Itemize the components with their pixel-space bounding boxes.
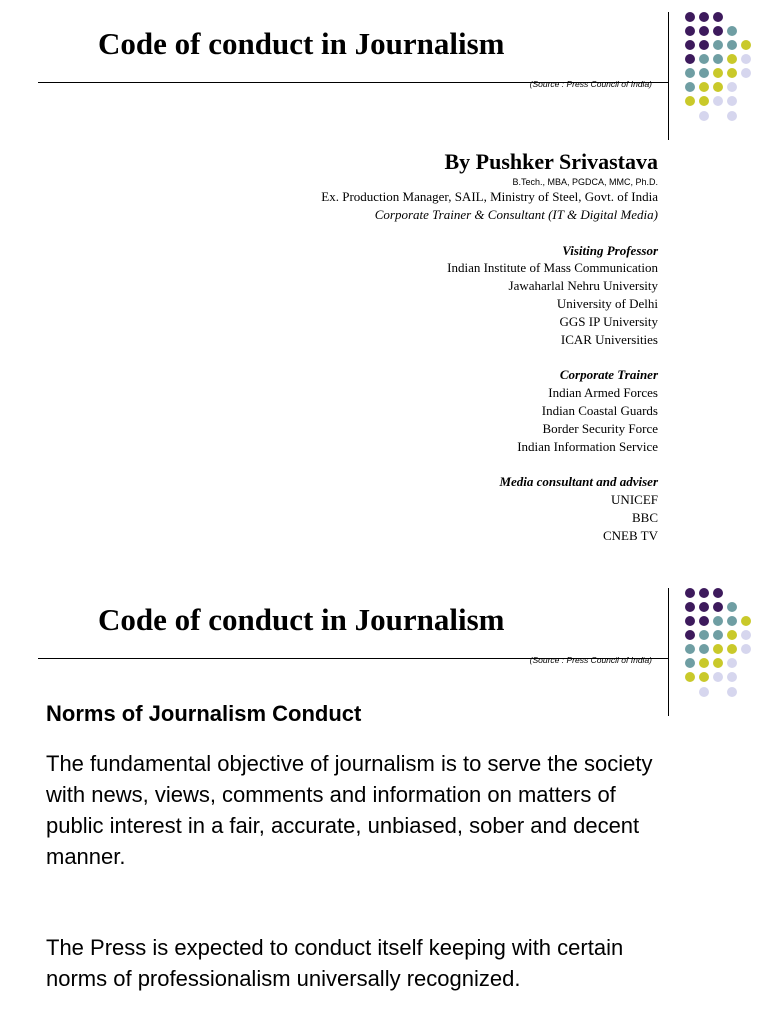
decorative-dot bbox=[713, 616, 723, 626]
author-name: By Pushker Srivastava bbox=[444, 149, 658, 174]
decorative-dot bbox=[727, 82, 737, 92]
decorative-dot bbox=[713, 658, 723, 668]
slide-title: Code of conduct in Journalism bbox=[98, 602, 505, 637]
decorative-dot bbox=[713, 54, 723, 64]
visiting-item: University of Delhi bbox=[556, 295, 658, 311]
corporate-item: Indian Armed Forces bbox=[548, 385, 658, 401]
decorative-dot bbox=[685, 54, 695, 64]
decorative-dot bbox=[699, 630, 709, 640]
author-block bbox=[321, 148, 658, 545]
author-degrees: B.Tech., MBA, PGDCA, MMC, Ph.D. bbox=[512, 177, 658, 187]
decorative-dot bbox=[713, 672, 723, 682]
decorative-dot bbox=[741, 68, 751, 78]
decorative-dot bbox=[685, 96, 695, 106]
decorative-dot bbox=[699, 40, 709, 50]
decorative-dot bbox=[713, 12, 723, 22]
decorative-dot bbox=[685, 658, 695, 668]
visiting-heading: Visiting Professor bbox=[562, 242, 658, 258]
decorative-dot bbox=[727, 26, 737, 36]
decorative-dot bbox=[727, 40, 737, 50]
decorative-dot bbox=[741, 40, 751, 50]
decorative-dot bbox=[685, 82, 695, 92]
visiting-item: Jawaharlal Nehru University bbox=[508, 278, 658, 294]
author-role-2: Corporate Trainer & Consultant (IT & Digital Media) bbox=[374, 206, 658, 222]
decorative-dot bbox=[713, 68, 723, 78]
decorative-dot bbox=[713, 630, 723, 640]
source-note: (Source : Press Council of India) bbox=[529, 655, 652, 665]
media-heading: Media consultant and adviser bbox=[499, 474, 658, 490]
decorative-dot bbox=[741, 644, 751, 654]
decorative-dot bbox=[699, 658, 709, 668]
decorative-dot bbox=[699, 54, 709, 64]
decorative-dot bbox=[685, 602, 695, 612]
decorative-dot bbox=[685, 644, 695, 654]
visiting-item: Indian Institute of Mass Communication bbox=[447, 260, 658, 276]
decorative-dot bbox=[727, 54, 737, 64]
decorative-dot bbox=[727, 616, 737, 626]
norms-paragraph-1: The fundamental objective of journalism is to serve the society with news, views, comments and information on matters of public interest in a fair, accurate, unbiased, sober and decent manner. bbox=[46, 751, 653, 869]
corporate-item: Border Security Force bbox=[542, 420, 658, 436]
visiting-item: GGS IP University bbox=[559, 313, 658, 329]
decorative-dot bbox=[685, 616, 695, 626]
decorative-dot bbox=[699, 602, 709, 612]
decorative-dot bbox=[727, 630, 737, 640]
decorative-dot bbox=[727, 644, 737, 654]
decorative-dot bbox=[713, 82, 723, 92]
decorative-dot bbox=[699, 82, 709, 92]
decorative-dot bbox=[685, 68, 695, 78]
norms-section bbox=[46, 700, 666, 994]
norms-heading: Norms of Journalism Conduct bbox=[46, 701, 362, 726]
decorative-dot bbox=[713, 602, 723, 612]
media-item: CNEB TV bbox=[602, 527, 658, 543]
slide-title: Code of conduct in Journalism bbox=[98, 26, 505, 61]
decorative-dot bbox=[713, 96, 723, 106]
decorative-dot bbox=[699, 96, 709, 106]
decorative-dot bbox=[685, 40, 695, 50]
corporate-item: Indian Information Service bbox=[517, 438, 658, 454]
decorative-dot bbox=[699, 687, 709, 697]
decorative-dot bbox=[713, 40, 723, 50]
decorative-dot bbox=[727, 672, 737, 682]
decorative-dot bbox=[713, 588, 723, 598]
decorative-dot bbox=[699, 588, 709, 598]
decorative-dot bbox=[699, 644, 709, 654]
decorative-dot bbox=[699, 672, 709, 682]
visiting-item: ICAR Universities bbox=[560, 331, 658, 347]
decorative-dot-grid bbox=[0, 0, 768, 140]
source-note: (Source : Press Council of India) bbox=[529, 79, 652, 89]
decorative-dot bbox=[699, 616, 709, 626]
decorative-dot bbox=[685, 588, 695, 598]
decorative-dot bbox=[727, 658, 737, 668]
decorative-dot bbox=[713, 26, 723, 36]
decorative-dot bbox=[699, 68, 709, 78]
decorative-dot bbox=[727, 68, 737, 78]
corporate-heading: Corporate Trainer bbox=[559, 367, 658, 383]
decorative-dot bbox=[727, 96, 737, 106]
decorative-dot bbox=[727, 687, 737, 697]
media-item: BBC bbox=[631, 509, 658, 525]
slide-2 bbox=[0, 576, 768, 1024]
norms-paragraph-2: The Press is expected to conduct itself keeping with certain norms of professionalism universally recognized. bbox=[46, 935, 624, 991]
decorative-dot bbox=[741, 54, 751, 64]
decorative-dot bbox=[685, 26, 695, 36]
decorative-dot bbox=[685, 672, 695, 682]
decorative-dot bbox=[713, 644, 723, 654]
decorative-dot bbox=[699, 111, 709, 121]
decorative-dot bbox=[699, 26, 709, 36]
decorative-dot bbox=[685, 630, 695, 640]
decorative-dot-grid bbox=[0, 576, 768, 716]
corporate-item: Indian Coastal Guards bbox=[541, 402, 658, 418]
decorative-dot bbox=[727, 602, 737, 612]
decorative-dot bbox=[699, 12, 709, 22]
media-item: UNICEF bbox=[611, 492, 658, 508]
decorative-dot bbox=[685, 12, 695, 22]
decorative-dot bbox=[741, 616, 751, 626]
author-role-1: Ex. Production Manager, SAIL, Ministry of Steel, Govt. of India bbox=[321, 189, 658, 204]
decorative-dot bbox=[727, 111, 737, 121]
decorative-dot bbox=[741, 630, 751, 640]
